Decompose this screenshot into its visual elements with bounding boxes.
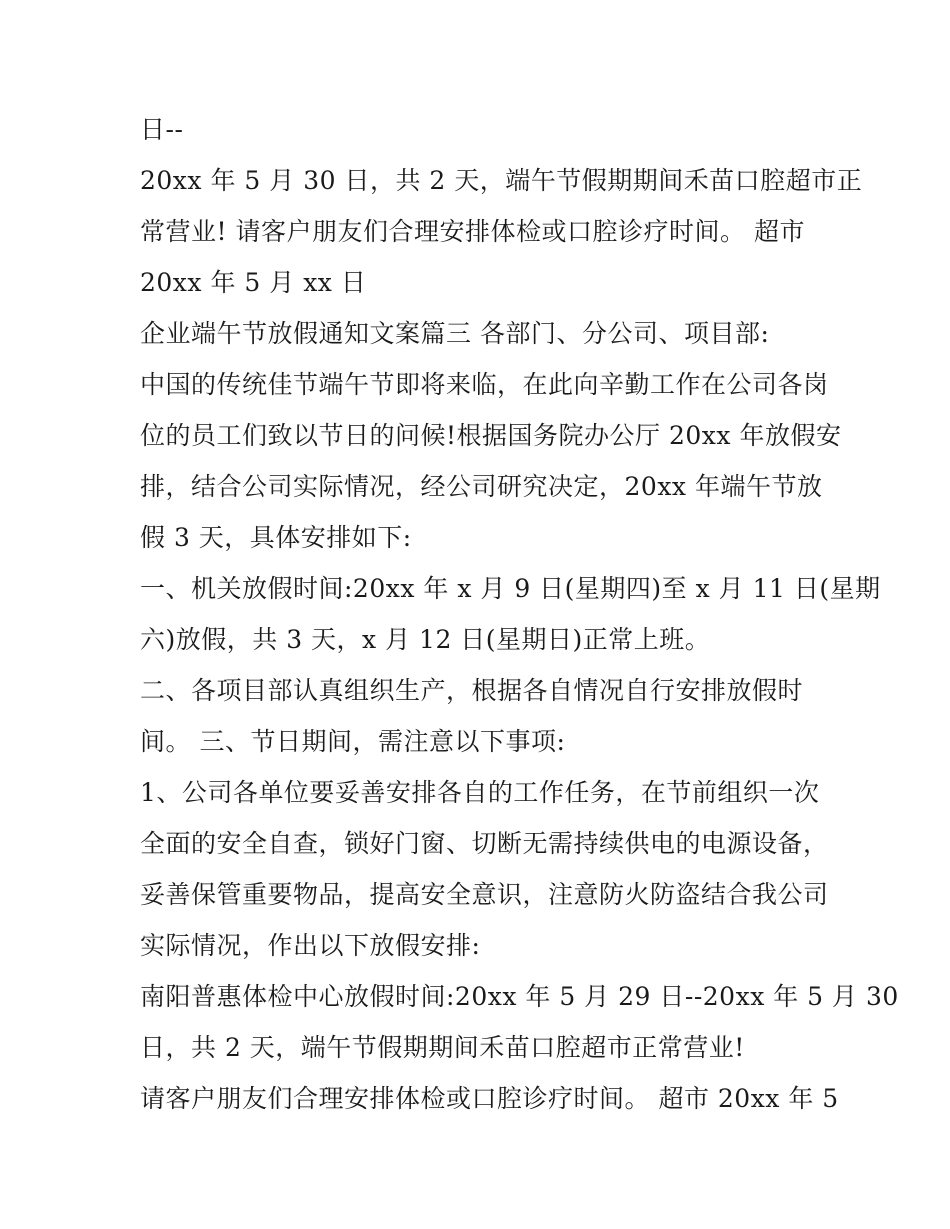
text-line: 1、公司各单位要妥善安排各自的工作任务，在节前组织一次 (140, 778, 820, 807)
text-line: 常营业! 请客户朋友们合理安排体检或口腔诊疗时间。 超市 (140, 217, 805, 246)
text-line: 排，结合公司实际情况，经公司研究决定，20xx 年端午节放 (140, 472, 823, 501)
text-line: 20xx 年 5 月 xx 日 (140, 268, 367, 297)
text-line: 假 3 天，具体安排如下: (140, 523, 412, 552)
text-line: 二、各项目部认真组织生产，根据各自情况自行安排放假时 (140, 676, 804, 705)
text-line: 位的员工们致以节日的问候!根据国务院办公厅 20xx 年放假安 (140, 421, 842, 450)
text-line: 请客户朋友们合理安排体检或口腔诊疗时间。 超市 20xx 年 5 (140, 1084, 839, 1113)
text-line: 全面的安全自查，锁好门窗、切断无需持续供电的电源设备， (140, 829, 829, 858)
text-line: 中国的传统佳节端午节即将来临，在此向辛勤工作在公司各岗 (140, 370, 829, 399)
text-line: 间。 三、节日期间，需注意以下事项: (140, 727, 566, 756)
text-line: 日，共 2 天，端午节假期期间禾苗口腔超市正常营业! (140, 1033, 745, 1062)
text-line: 20xx 年 5 月 30 日，共 2 天，端午节假期期间禾苗口腔超市正 (140, 166, 863, 195)
text-line: 南阳普惠体检中心放假时间:20xx 年 5 月 29 日--20xx 年 5 月 30 (140, 982, 899, 1011)
text-line: 实际情况，作出以下放假安排: (140, 931, 481, 960)
document-body (140, 104, 899, 1124)
text-line: 一、机关放假时间:20xx 年 x 月 9 日(星期四)至 x 月 11 日(星期 (140, 574, 881, 603)
text-line: 妥善保管重要物品，提高安全意识，注意防火防盗结合我公司 (140, 880, 829, 909)
text-line: 日-- (140, 115, 184, 144)
text-line: 六)放假，共 3 天，x 月 12 日(星期日)正常上班。 (140, 625, 711, 654)
text-line: 企业端午节放假通知文案篇三 各部门、分公司、项目部: (140, 319, 770, 348)
